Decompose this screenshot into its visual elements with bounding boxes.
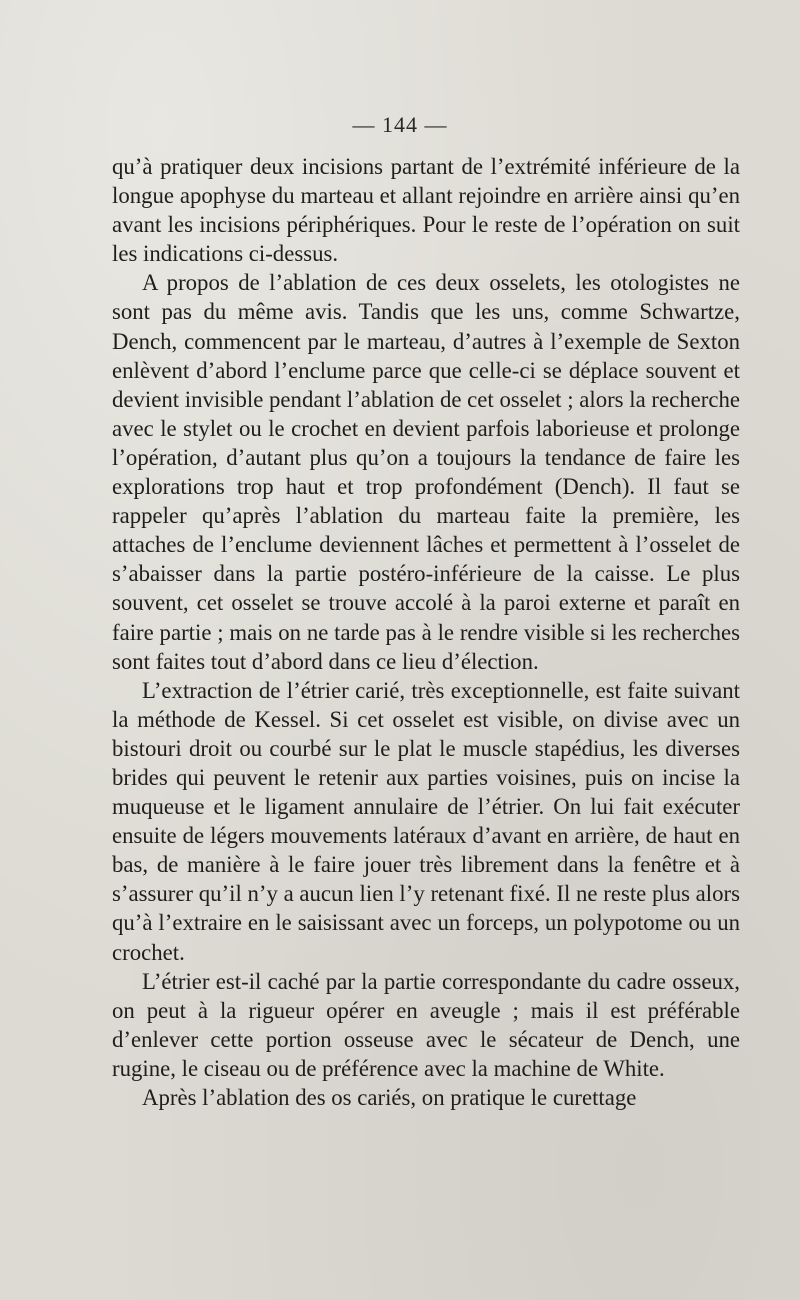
paragraph-4: L’étrier est-il caché par la partie correspondante du cadre osseux, on peut à la rigueur opérer en aveugle ; mais il est préférable d’enlever cette portion osseuse avec le sécateur de Dench, une rugine, le ciseau ou de préférence avec la machine de White. (112, 968, 740, 1081)
paragraph-5: Après l’ablation des os cariés, on pratique le curettage (142, 1085, 637, 1110)
page-number: — 144 — (352, 112, 448, 137)
paragraph-3: L’extraction de l’étrier carié, très exceptionnelle, est faite suivant la méthode de Kessel. Si cet osselet est visible, on divise avec un bistouri droit ou courbé sur le plat le muscle stapédius, les diverses brides qui peuvent le retenir aux parties voisines, puis on incise la muqueuse et le ligament annulaire de l’étrier. On lui fait exécuter ensuite de légers mouvements latéraux d’avant en arrière, de haut en bas, de manière à le faire jouer très librement dans la fenêtre et à s’assurer qu’il n’y a aucun lien l’y retenant fixé. Il ne reste plus alors qu’à l’extraire en le saisissant avec un forceps, un polypotome ou un crochet. (112, 677, 740, 965)
paragraph-2: A propos de l’ablation de ces deux osselets, les otologistes ne sont pas du même avis. Tandis que les uns, comme Schwartze, Dench, commencent par le marteau, d’autres à l’exemple de Sexton enlèvent d’abord l’enclume parce que celle-ci se déplace souvent et devient invisible pendant l’ablation de cet osselet ; alors la recherche avec le stylet ou le crochet en devient parfois laborieuse et prolonge l’opération, d’autant plus qu’on a toujours la tendance de faire les explorations trop haut et trop profondément (Dench). Il faut se rappeler qu’après l’ablation du marteau faite la première, les attaches de l’enclume deviennent lâches et permettent à l’osselet de s’abaisser dans la partie postéro-inférieure de la caisse. Le plus souvent, cet osselet se trouve accolé à la paroi externe et paraît en faire partie ; mais on ne tarde pas à le rendre visible si les recherches sont faites tout d’abord dans ce lieu d’élection. (112, 270, 740, 674)
body-text (112, 152, 740, 1112)
paragraph-1: qu’à pratiquer deux incisions partant de l’extrémité inférieure de la longue apophyse du marteau et allant rejoindre en arrière ainsi qu’en avant les incisions périphériques. Pour le reste de l’opération on suit les indications ci-dessus. (112, 154, 740, 267)
